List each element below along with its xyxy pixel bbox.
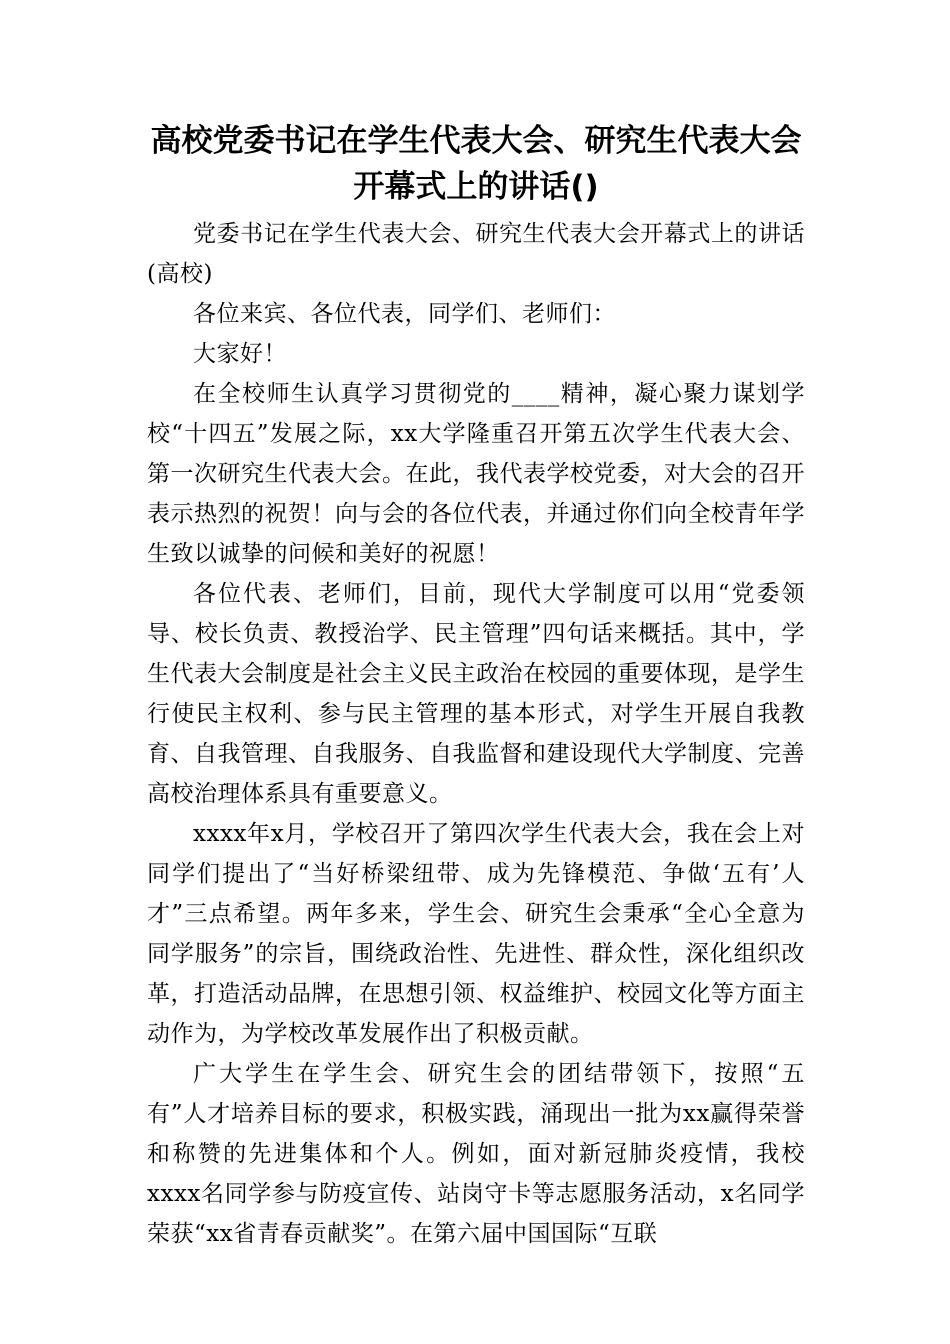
document-page xyxy=(147,118,805,1254)
paragraph-opening: 在全校师生认真学习贯彻党的____精神，凝心聚力谋划学校“十四五”发展之际，xx大学隆重召开第五次学生代表大会、第一次研究生代表大会。在此，我代表学校党委，对大会的召开表示热烈的祝贺！向与会的各位代表，并通过你们向全校青年学生致以诚挚的问候和美好的祝愿！ xyxy=(147,381,805,567)
paragraph-university-system: 各位代表、老师们，目前，现代大学制度可以用“党委领导、校长负责、教授治学、民主管理”四句话来概括。其中，学生代表大会制度是社会主义民主政治在校园的重要体现，是学生行使民主权利、参与民主管理的基本形式，对学生开展自我教育、自我管理、自我服务、自我监督和建设现代大学制度、完善高校治理体系具有重要意义。 xyxy=(147,581,805,807)
paragraph-greeting: 大家好！ xyxy=(193,341,287,367)
document-title: 高校党委书记在学生代表大会、研究生代表大会开幕式上的讲话() xyxy=(150,123,802,205)
paragraph-heading: 党委书记在学生代表大会、研究生代表大会开幕式上的讲话(高校) xyxy=(147,221,805,287)
paragraph-fourth-congress: xxxx年x月，学校召开了第四次学生代表大会，我在会上对同学们提出了“当好桥梁纽带、成为先锋模范、争做‘五有’人才”三点希望。两年多来，学生会、研究生会秉承“全心全意为同学服务”的宗旨，围绕政治性、先进性、群众性，深化组织改革，打造活动品牌，在思想引领、权益维护、校园文化等方面主动作为，为学校改革发展作出了积极贡献。 xyxy=(147,821,805,1047)
paragraph-salutation: 各位来宾、各位代表，同学们、老师们： xyxy=(193,301,616,327)
paragraph-achievements: 广大学生在学生会、研究生会的团结带领下，按照“五有”人才培养目标的要求，积极实践，涌现出一批为xx赢得荣誉和称赞的先进集体和个人。例如，面对新冠肺炎疫情，我校xxxx名同学参与防疫宣传、站岗守卡等志愿服务活动，x名同学荣获“xx省青春贡献奖”。在第六届中国国际“互联 xyxy=(147,1061,805,1247)
